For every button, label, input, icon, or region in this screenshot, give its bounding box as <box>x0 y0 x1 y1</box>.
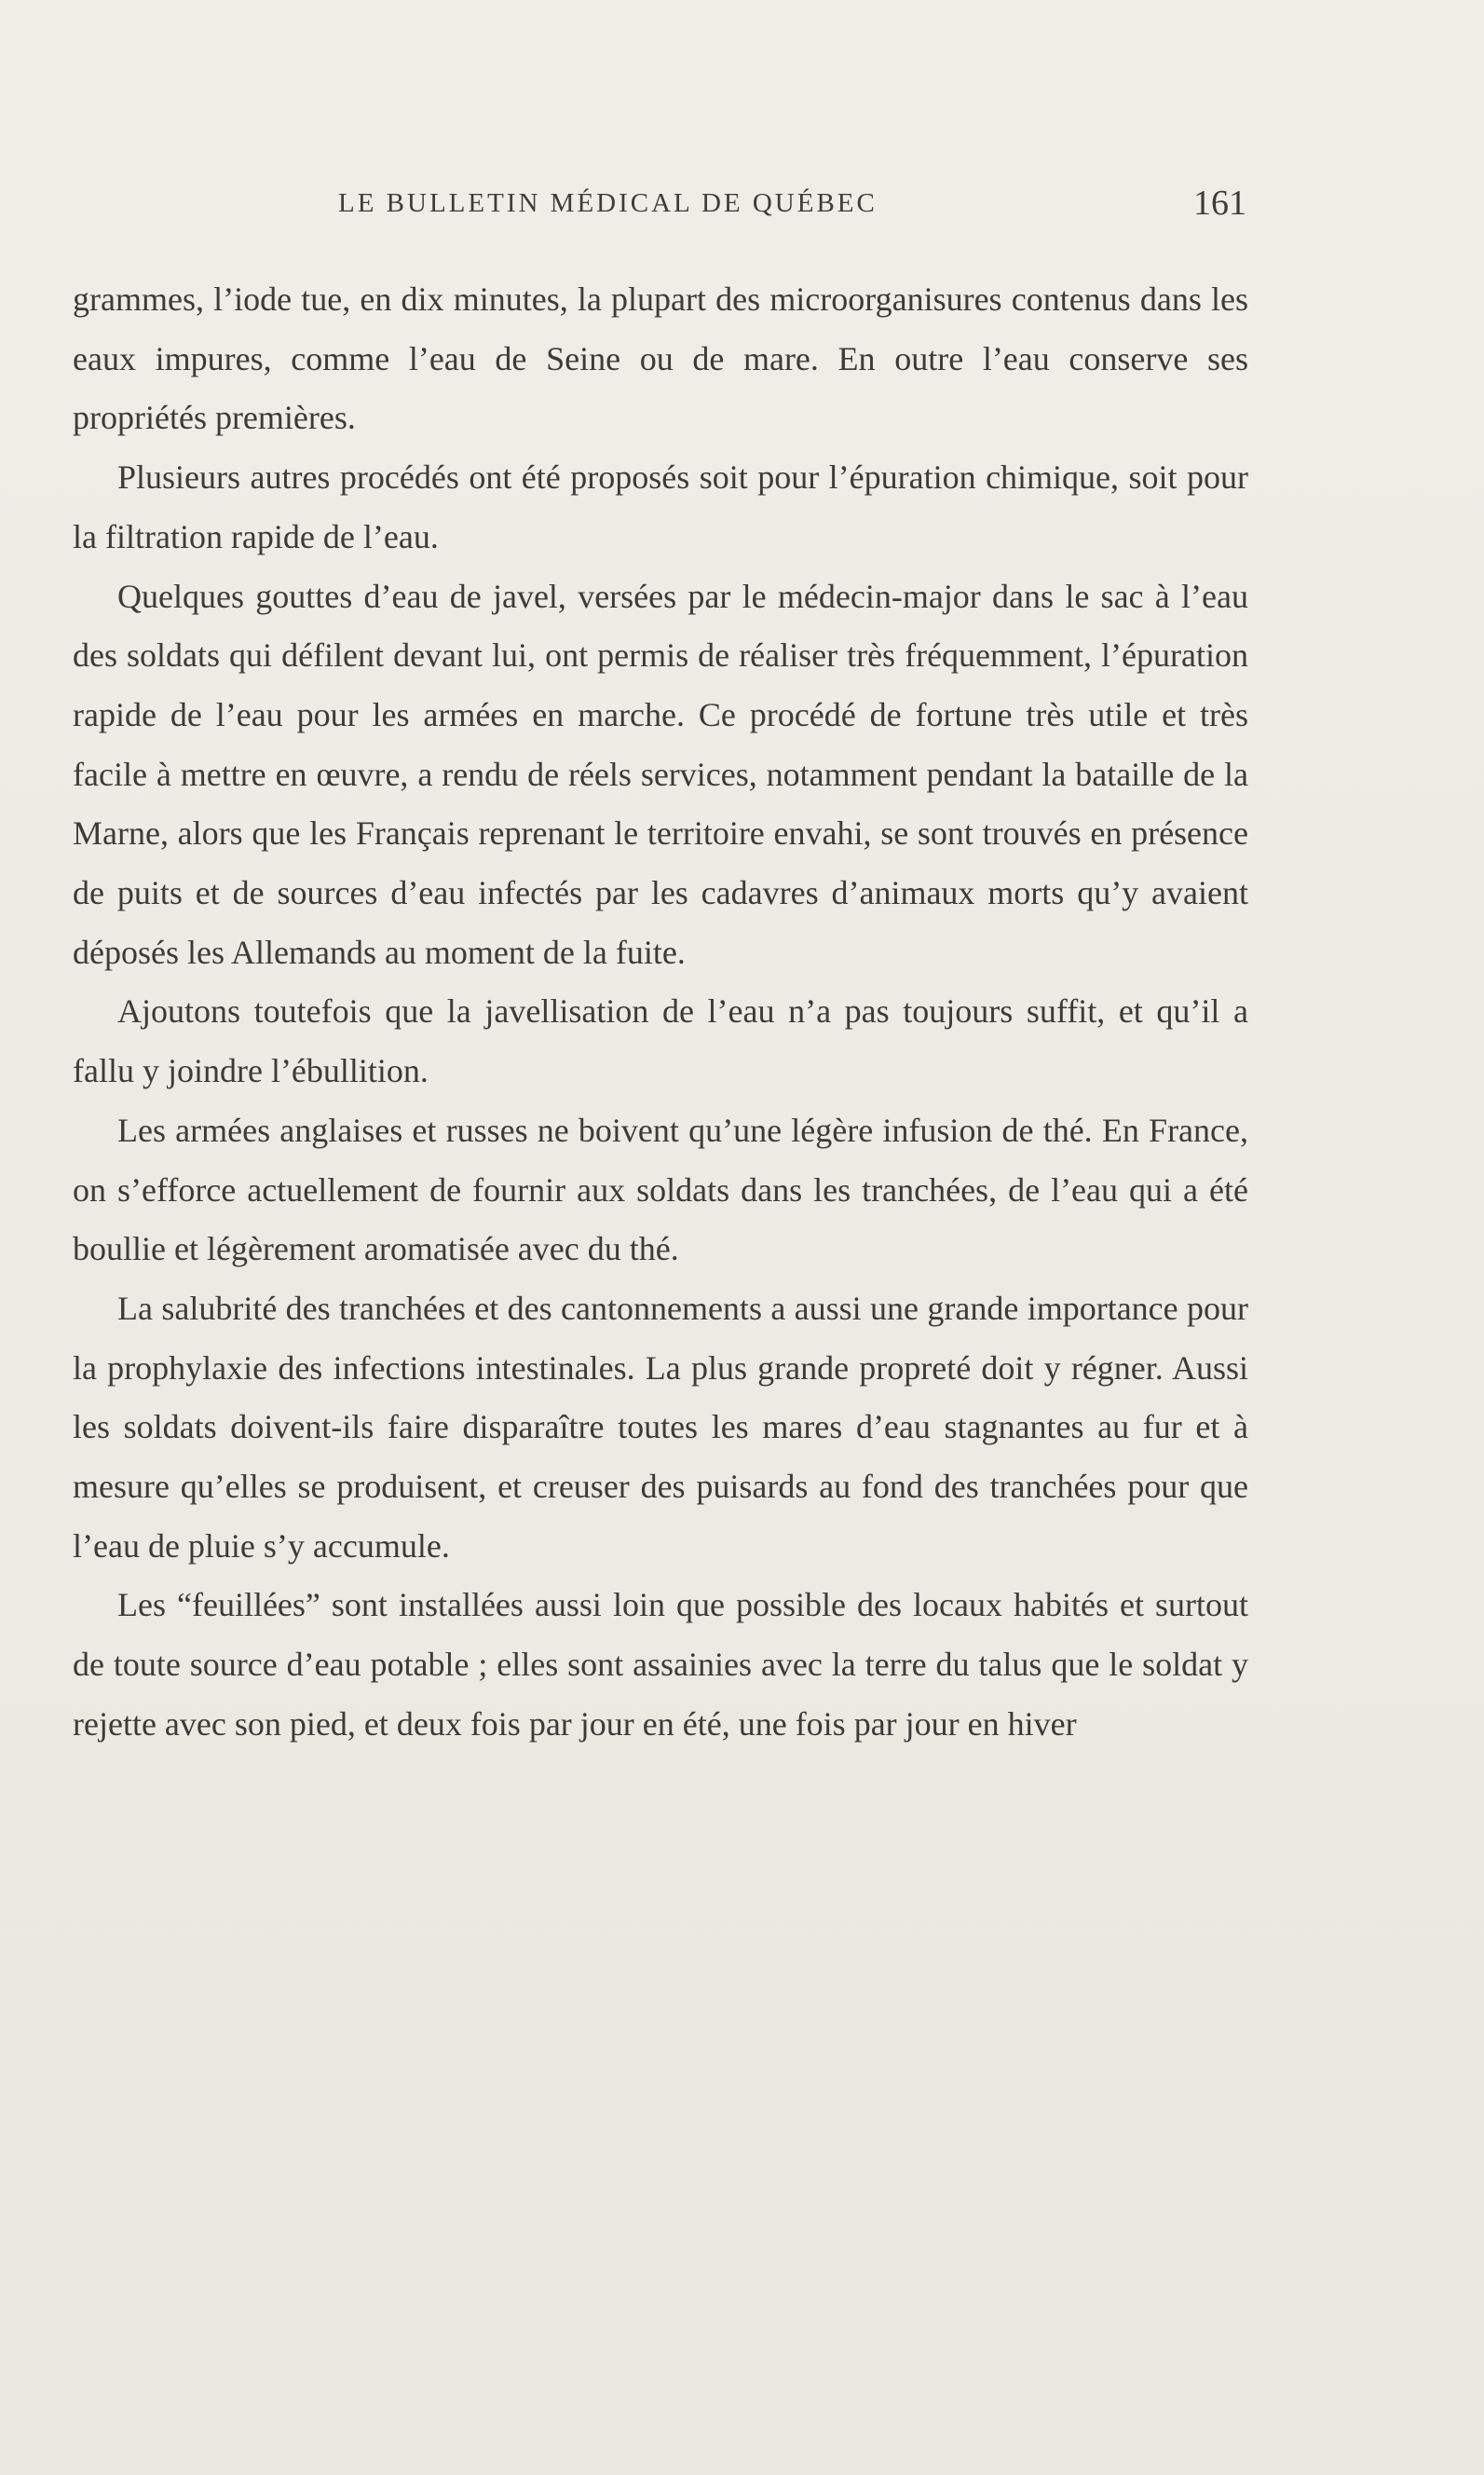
paragraph: Plusieurs autres procédés ont été proposés soit pour l’épuration chimique, soit pour la filtration rapide de l’eau. <box>73 458 1248 555</box>
paragraph: grammes, l’iode tue, en dix minutes, la plupart des microorganisures contenus dans les eaux impures, comme l’eau de Seine ou de mare. En outre l’eau conserve ses propriétés premières. <box>73 280 1248 437</box>
paragraph: Quelques gouttes d’eau de javel, versées par le médecin-major dans le sac à l’eau des soldats qui défilent devant lui, ont permis de réaliser très fréquemment, l’épuration rapide de l’eau pour les armées en marche. Ce procédé de fortune très utile et très facile à mettre en œuvre, a rendu de réels services, notamment pendant la bataille de la Marne, alors que les Français reprenant le territoire envahi, se sont trouvés en présence de puits et de sources d’eau infectés par les cadavres d’animaux morts qu’y avaient déposés les Allemands au moment de la fuite. <box>73 577 1248 971</box>
running-title: LE BULLETIN MÉDICAL DE QUÉBEC <box>338 188 878 218</box>
page-header <box>73 183 1254 227</box>
paragraph: Ajoutons toutefois que la javellisation de l’eau n’a pas toujours suffit, et qu’il a fallu y joindre l’ébullition. <box>73 992 1248 1090</box>
paragraph: Les “feuillées” sont installées aussi loin que possible des locaux habités et surtout de toute source d’eau potable ; elles sont assainies avec la terre du talus que le soldat y rejette avec son pied, et deux fois par jour en été, une fois par jour en hiver <box>73 1586 1248 1743</box>
paragraph: La salubrité des tranchées et des cantonnements a aussi une grande importance pour la prophylaxie des infections intestinales. La plus grande propreté doit y régner. Aussi les soldats doivent-ils faire disparaître toutes les mares d’eau stagnantes au fur et à mesure qu’elles se produisent, et creuser des puisards au fond des tranchées pour que l’eau de pluie s’y accumule. <box>73 1289 1248 1565</box>
page-number: 161 <box>1193 184 1246 223</box>
paragraph: Les armées anglaises et russes ne boivent qu’une légère infusion de thé. En France, on s’efforce actuellement de fournir aux soldats dans les tranchées, de l’eau qui a été boullie et légèrement aromatisée avec du thé. <box>73 1111 1248 1268</box>
body-text <box>73 270 1248 1755</box>
